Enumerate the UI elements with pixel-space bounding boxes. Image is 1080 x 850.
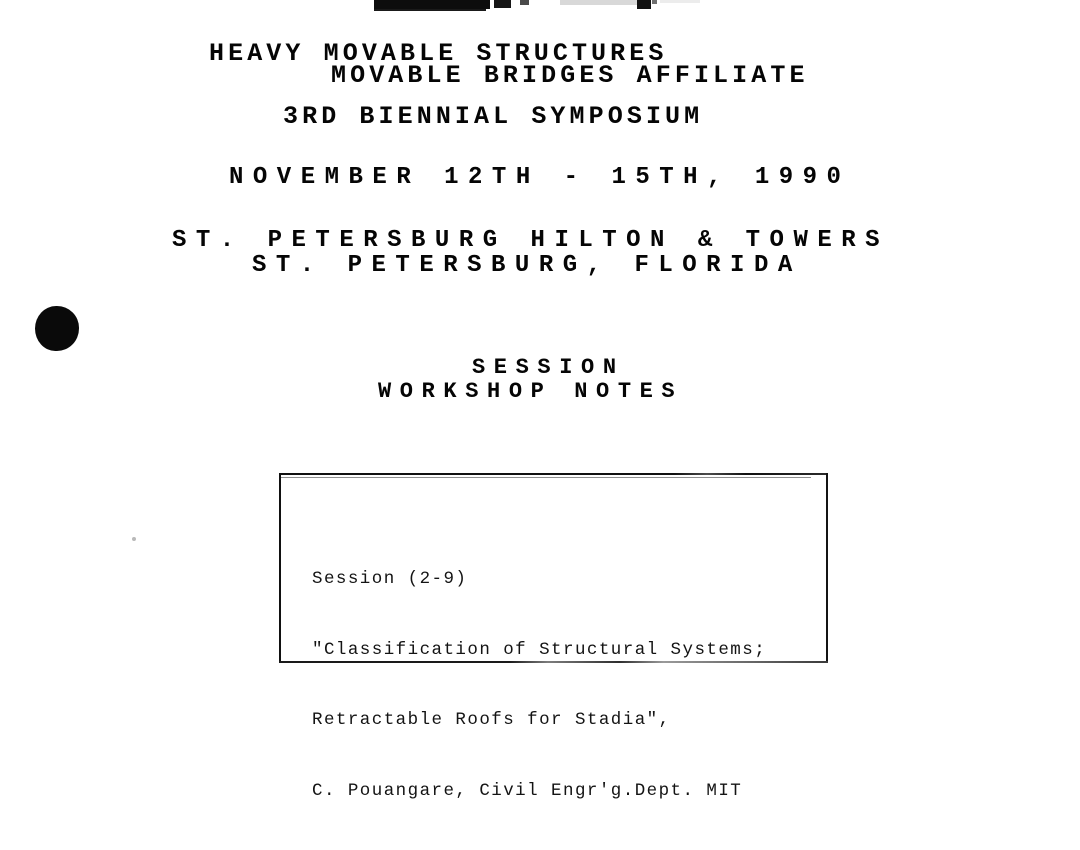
note-line-session-number: Session (2-9) bbox=[312, 569, 468, 589]
top-bar-faint-right-icon bbox=[660, 0, 700, 3]
top-bar-tick-c-icon bbox=[637, 0, 651, 9]
top-bar-tick-a-icon bbox=[494, 0, 511, 8]
note-line-paper-title-2: Retractable Roofs for Stadia", bbox=[312, 710, 671, 730]
scan-speck-artifact-icon bbox=[132, 537, 136, 541]
section-heading-line-2: WORKSHOP NOTES bbox=[378, 379, 684, 404]
top-cropped-graphic-artifact bbox=[0, 0, 1080, 14]
organization-line-2: MOVABLE BRIDGES AFFILIATE bbox=[331, 61, 809, 90]
event-dates: NOVEMBER 12TH - 15TH, 1990 bbox=[229, 164, 851, 191]
note-box-top-border-shadow bbox=[281, 477, 811, 478]
note-box-top-border bbox=[279, 473, 828, 475]
top-black-bar-icon bbox=[374, 0, 490, 9]
note-box-left-border bbox=[279, 473, 281, 663]
note-box-text-block bbox=[312, 521, 766, 850]
top-bar-tick-b-icon bbox=[520, 0, 529, 5]
note-line-paper-title-1: "Classification of Structural Systems; bbox=[312, 639, 767, 660]
event-title: 3RD BIENNIAL SYMPOSIUM bbox=[283, 102, 704, 131]
top-bar-smear-icon bbox=[560, 0, 646, 5]
session-note-box bbox=[279, 473, 828, 801]
event-city-state: ST. PETERSBURG, FLORIDA bbox=[252, 252, 802, 279]
note-line-author-affiliation: C. Pouangare, Civil Engr'g.Dept. MIT bbox=[312, 780, 743, 801]
note-box-right-border bbox=[826, 473, 828, 663]
section-heading-line-1: SESSION bbox=[472, 355, 625, 380]
organization-line-1: HEAVY MOVABLE STRUCTURES bbox=[209, 39, 668, 68]
top-bar-tick-d-icon bbox=[652, 0, 657, 4]
event-venue: ST. PETERSBURG HILTON & TOWERS bbox=[172, 227, 890, 254]
ink-blob-artifact-icon bbox=[35, 306, 79, 351]
